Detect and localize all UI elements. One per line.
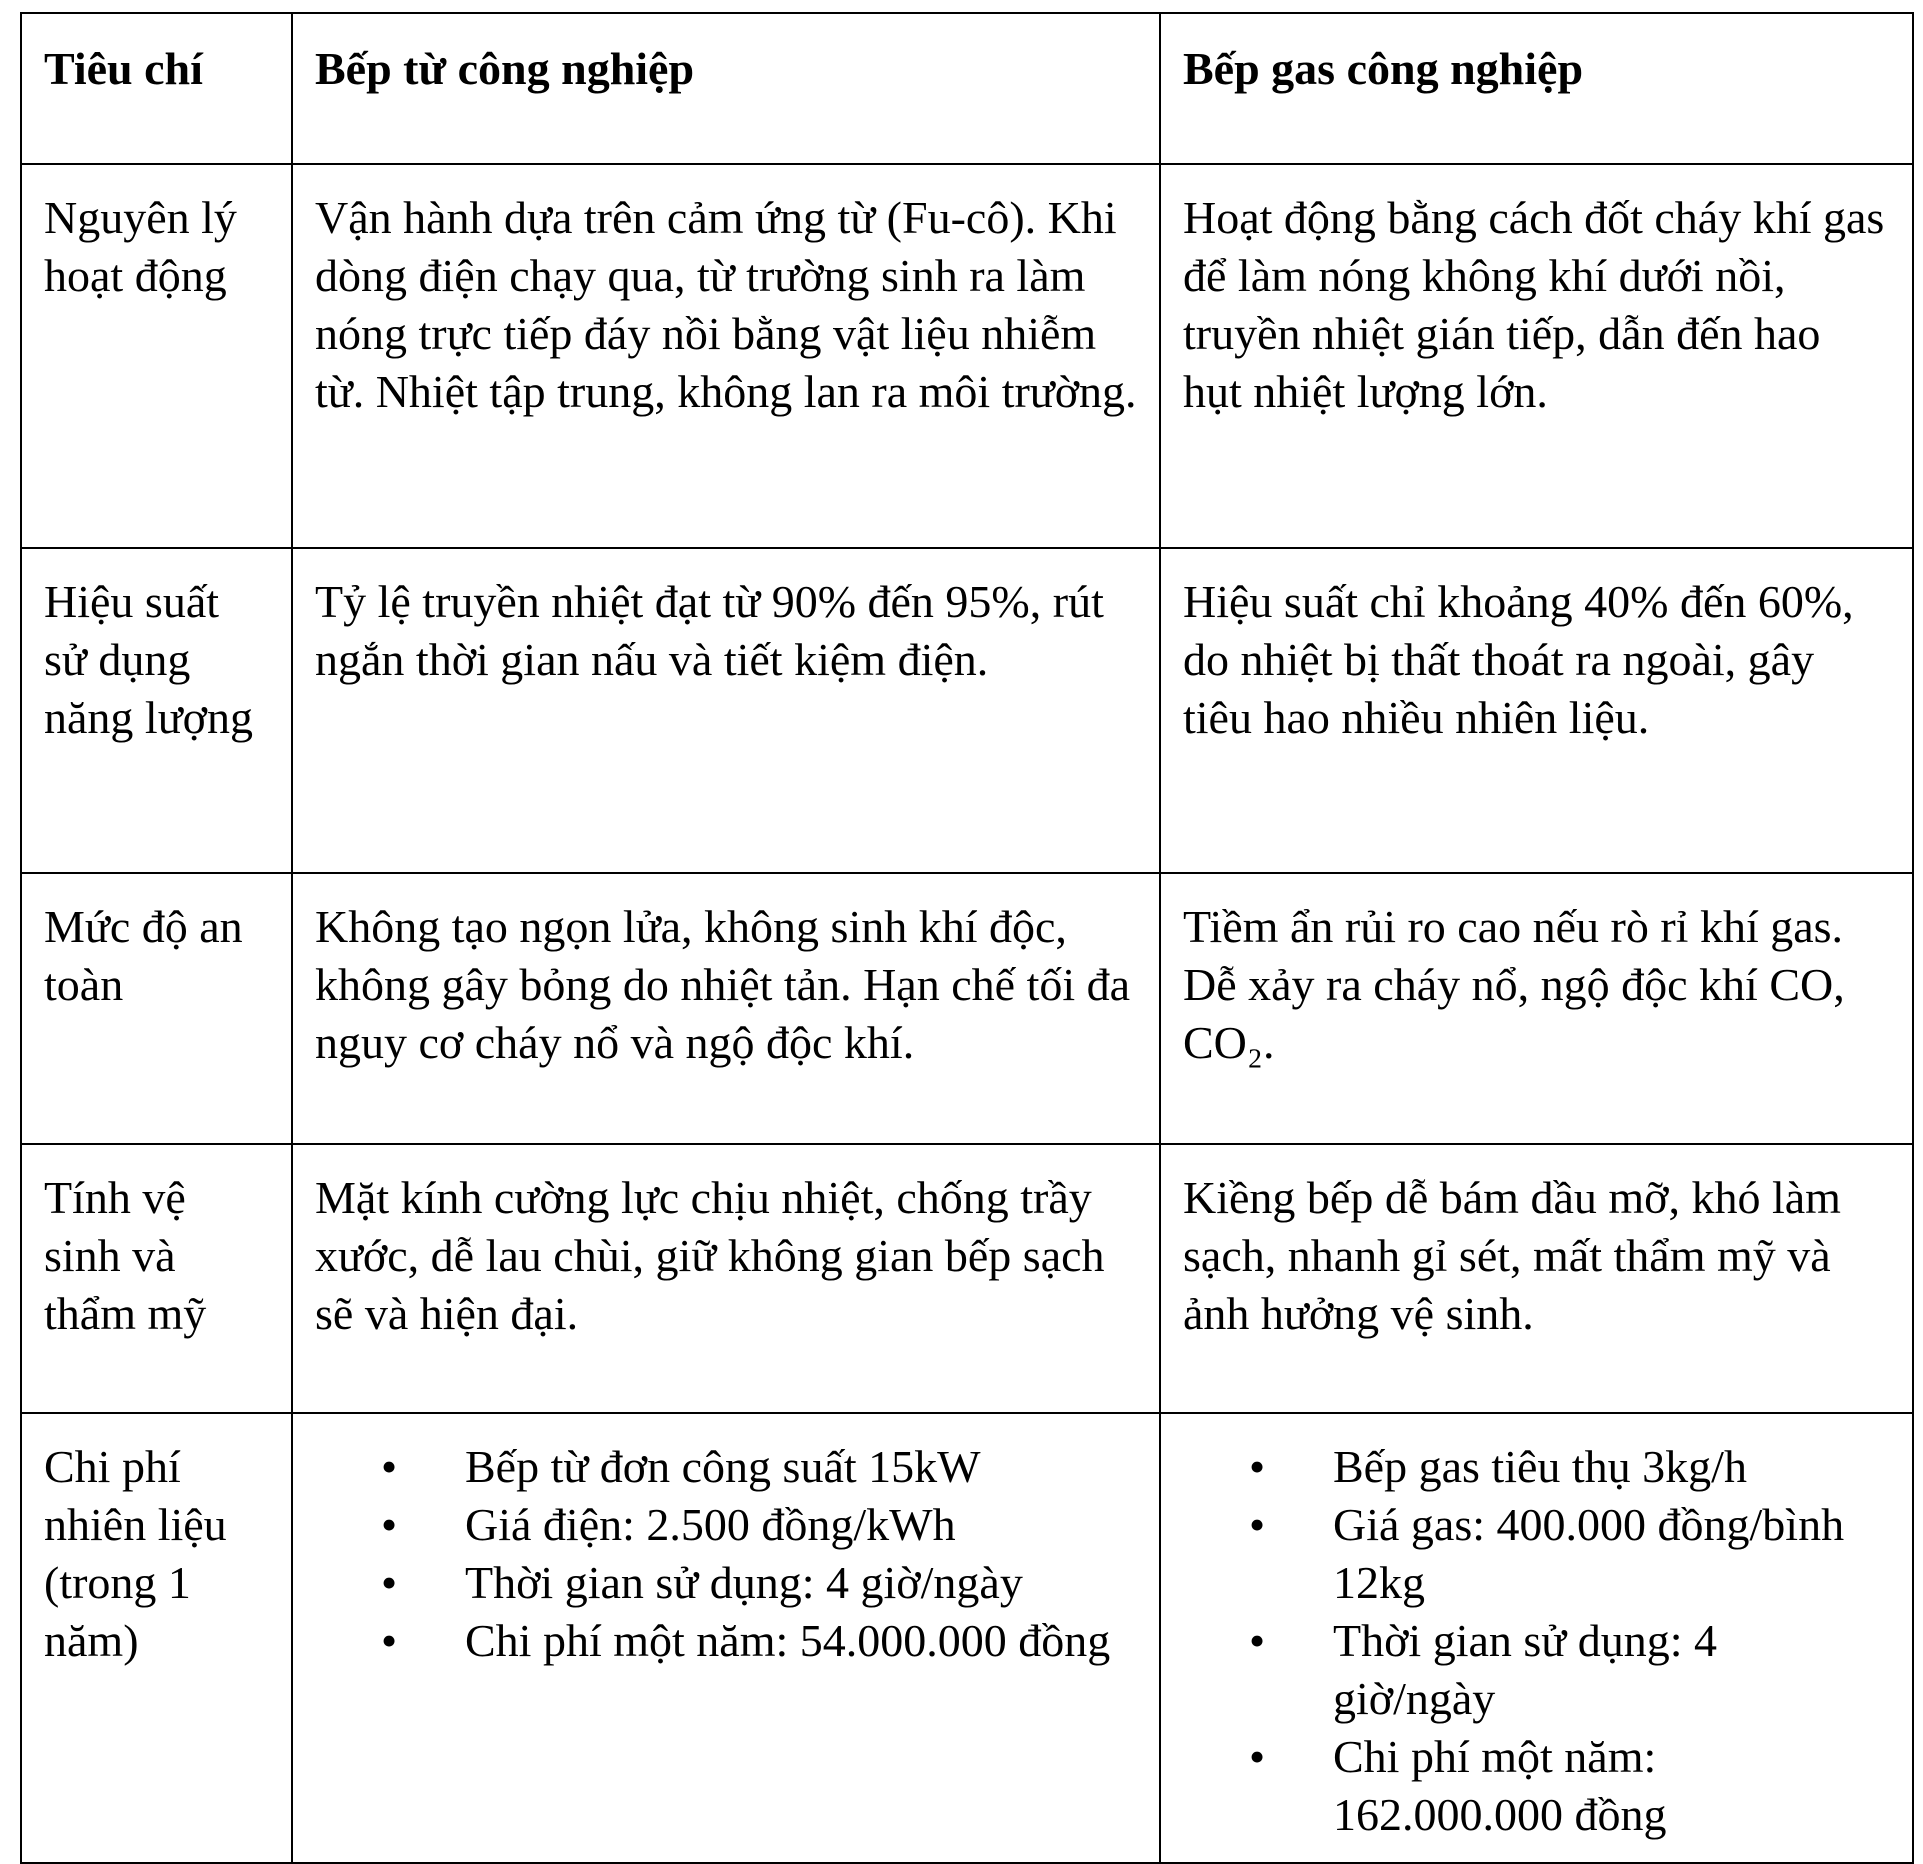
gas-cost-cell bbox=[1160, 1413, 1913, 1863]
gas-cell: Tiềm ẩn rủi ro cao nếu rò rỉ khí gas. Dễ xảy ra cháy nổ, ngộ độc khí CO, CO₂. bbox=[1160, 873, 1913, 1144]
header-induction-stove: Bếp từ công nghiệp bbox=[292, 13, 1160, 164]
comparison-table bbox=[20, 12, 1914, 1864]
induction-cell: Không tạo ngọn lửa, không sinh khí độc, không gây bỏng do nhiệt tản. Hạn chế tối đa nguy cơ cháy nổ và ngộ độc khí. bbox=[292, 873, 1160, 1144]
criterion-cell: Hiệu suất sử dụng năng lượng bbox=[21, 548, 292, 873]
gas-cell: Hoạt động bằng cách đốt cháy khí gas để làm nóng không khí dưới nồi, truyền nhiệt gián tiếp, dẫn đến hao hụt nhiệt lượng lớn. bbox=[1160, 164, 1913, 548]
gas-cell: Hiệu suất chỉ khoảng 40% đến 60%, do nhiệt bị thất thoát ra ngoài, gây tiêu hao nhiều nhiên liệu. bbox=[1160, 548, 1913, 873]
list-item: • Thời gian sử dụng: 4 giờ/ngày bbox=[1183, 1612, 1890, 1728]
induction-cost-cell bbox=[292, 1413, 1160, 1863]
gas-cost-list bbox=[1183, 1438, 1890, 1844]
list-item: • Giá gas: 400.000 đồng/bình 12kg bbox=[1183, 1496, 1890, 1612]
header-row bbox=[21, 13, 1913, 164]
list-item: • Thời gian sử dụng: 4 giờ/ngày bbox=[315, 1554, 1137, 1612]
list-item: • Giá điện: 2.500 đồng/kWh bbox=[315, 1496, 1137, 1554]
induction-cell: Mặt kính cường lực chịu nhiệt, chống trầy xước, dễ lau chùi, giữ không gian bếp sạch sẽ và hiện đại. bbox=[292, 1144, 1160, 1413]
list-item: • Chi phí một năm: 54.000.000 đồng bbox=[315, 1612, 1137, 1670]
table-row bbox=[21, 873, 1913, 1144]
induction-cell: Vận hành dựa trên cảm ứng từ (Fu-cô). Khi dòng điện chạy qua, từ trường sinh ra làm nóng trực tiếp đáy nồi bằng vật liệu nhiễm từ. Nhiệt tập trung, không lan ra môi trường. bbox=[292, 164, 1160, 548]
criterion-cell: Mức độ an toàn bbox=[21, 873, 292, 1144]
header-gas-stove: Bếp gas công nghiệp bbox=[1160, 13, 1913, 164]
induction-cost-list bbox=[315, 1438, 1137, 1670]
header-criterion: Tiêu chí bbox=[21, 13, 292, 164]
criterion-cell: Tính vệ sinh và thẩm mỹ bbox=[21, 1144, 292, 1413]
table-row bbox=[21, 164, 1913, 548]
induction-cell: Tỷ lệ truyền nhiệt đạt từ 90% đến 95%, rút ngắn thời gian nấu và tiết kiệm điện. bbox=[292, 548, 1160, 873]
criterion-cell: Nguyên lý hoạt động bbox=[21, 164, 292, 548]
gas-cell: Kiềng bếp dễ bám dầu mỡ, khó làm sạch, nhanh gỉ sét, mất thẩm mỹ và ảnh hưởng vệ sinh. bbox=[1160, 1144, 1913, 1413]
criterion-cell: Chi phí nhiên liệu (trong 1 năm) bbox=[21, 1413, 292, 1863]
cost-row bbox=[21, 1413, 1913, 1863]
table-row bbox=[21, 548, 1913, 873]
list-item: • Bếp gas tiêu thụ 3kg/h bbox=[1183, 1438, 1890, 1496]
table-row bbox=[21, 1144, 1913, 1413]
list-item: • Chi phí một năm: 162.000.000 đồng bbox=[1183, 1728, 1890, 1844]
list-item: • Bếp từ đơn công suất 15kW bbox=[315, 1438, 1137, 1496]
